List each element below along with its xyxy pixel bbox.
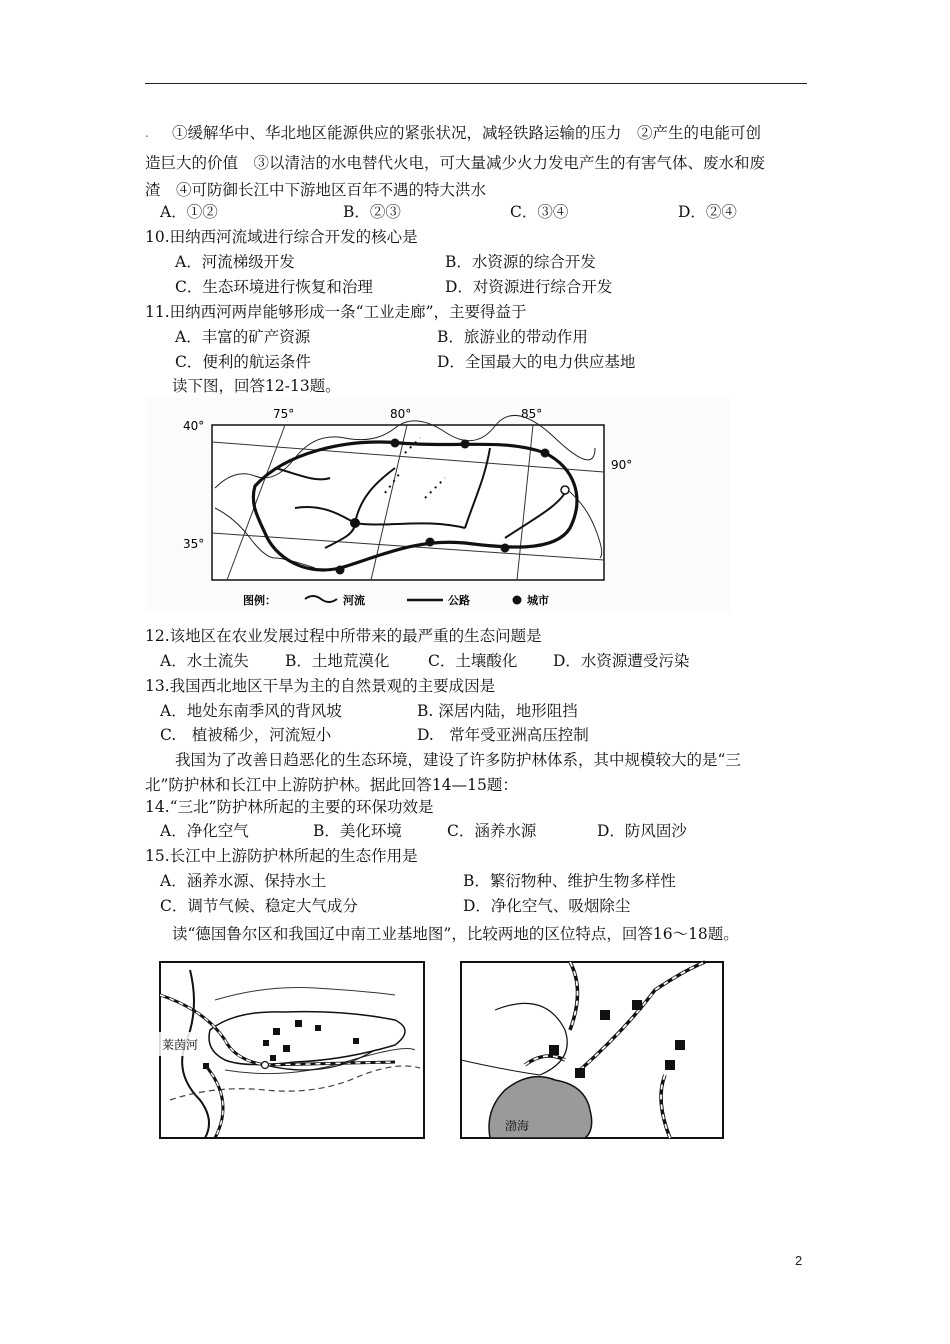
lon-label-90: 90° xyxy=(611,458,633,472)
header-rule xyxy=(145,83,807,84)
q9-statement-line-1: ①缓解华中、华北地区能源供应的紧张状况，减轻铁路运输的压力 ②产生的电能可创 xyxy=(172,124,762,142)
q11-option-b: B．旅游业的带动作用 xyxy=(437,328,588,346)
ruhr-liaozhongnan-map xyxy=(145,950,767,1148)
q9-statement-line-3: 渣 ④可防御长江中下游地区百年不遇的特大洪水 xyxy=(145,181,487,199)
ruhr-panel xyxy=(160,962,424,1138)
intro-14-15-line-1: 我国为了改善日趋恶化的生态环境，建设了许多防护林体系，其中规模较大的是“三 xyxy=(175,751,741,769)
legend-city-symbol xyxy=(513,596,522,605)
q13-option-b: B. 深居内陆，地形阻挡 xyxy=(417,702,578,720)
legend-title: 图例： xyxy=(243,594,276,607)
q12-option-a: A．水土流失 xyxy=(160,652,249,670)
margin-mark: . xyxy=(145,126,149,140)
q15-option-a: A．涵养水源、保持水土 xyxy=(160,872,327,890)
q10-option-c: C．生态环境进行恢复和治理 xyxy=(175,278,373,296)
lon-label-85: 85° xyxy=(521,407,543,421)
q10-stem: 10.田纳西河流域进行综合开发的核心是 xyxy=(145,228,418,246)
q14-stem: 14.“三北”防护林所起的主要的环保功效是 xyxy=(145,798,434,816)
read-12-13-instruction: 读下图，回答12-13题。 xyxy=(172,377,341,395)
q15-option-d: D．净化空气、吸烟除尘 xyxy=(463,897,631,915)
q13-option-c: C. 植被稀少，河流短小 xyxy=(160,726,332,744)
q11-option-c: C．便利的航运条件 xyxy=(175,353,311,371)
rhine-label: 莱茵河 xyxy=(162,1038,199,1052)
lat-label-35: 35° xyxy=(183,537,205,551)
q12-option-b: B．土地荒漠化 xyxy=(285,652,390,670)
intro-14-15-line-2: 北”防护林和长江中上游防护林。据此回答14—15题： xyxy=(145,776,518,794)
legend-road-label: 公路 xyxy=(448,594,470,607)
lon-label-80: 80° xyxy=(390,407,412,421)
q9-option-b: B．②③ xyxy=(343,203,401,221)
q9-option-d: D．②④ xyxy=(678,203,737,221)
bohai-label: 渤海 xyxy=(505,1119,530,1133)
q15-option-b: B．繁衍物种、维护生物多样性 xyxy=(463,872,676,890)
q10-option-d: D．对资源进行综合开发 xyxy=(445,278,613,296)
q15-stem: 15.长江中上游防护林所起的生态作用是 xyxy=(145,847,418,865)
q14-option-d: D．防风固沙 xyxy=(597,822,687,840)
q11-stem: 11.田纳西河两岸能够形成一条“工业走廊”，主要得益于 xyxy=(145,303,527,321)
q13-option-d: D. 常年受亚洲高压控制 xyxy=(417,726,589,744)
page-number: 2 xyxy=(795,1253,803,1268)
q12-stem: 12.该地区在农业发展过程中所带来的最严重的生态问题是 xyxy=(145,627,542,645)
read-16-18-instruction: 读“德国鲁尔区和我国辽中南工业基地图”，比较两地的区位特点，回答16～18题。 xyxy=(172,925,739,943)
q14-option-a: A．净化空气 xyxy=(160,822,249,840)
q13-stem: 13.我国西北地区干旱为主的自然景观的主要成因是 xyxy=(145,677,496,695)
q9-statement-line-2: 造巨大的价值 ③以清洁的水电替代火电，可大量减少火力发电产生的有害气体、废水和废 xyxy=(145,154,766,172)
lon-label-75: 75° xyxy=(273,407,295,421)
q14-option-c: C．涵养水源 xyxy=(447,822,537,840)
q9-option-c: C．③④ xyxy=(510,203,569,221)
q12-option-d: D．水资源遭受污染 xyxy=(553,652,690,670)
q14-option-b: B．美化环境 xyxy=(313,822,402,840)
q11-option-a: A．丰富的矿产资源 xyxy=(175,328,311,346)
q11-option-d: D．全国最大的电力供应基地 xyxy=(437,353,636,371)
q10-option-b: B．水资源的综合开发 xyxy=(445,253,596,271)
q15-option-c: C．调节气候、稳定大气成分 xyxy=(160,897,358,915)
q9-option-a: A．①② xyxy=(160,203,218,221)
q12-option-c: C．土壤酸化 xyxy=(428,652,518,670)
legend-city-label: 城市 xyxy=(527,594,549,607)
tarim-basin-map xyxy=(145,398,730,612)
q13-option-a: A．地处东南季风的背风坡 xyxy=(160,702,342,720)
legend-river-label: 河流 xyxy=(343,594,365,607)
lat-label-40: 40° xyxy=(183,419,205,433)
q10-option-a: A．河流梯级开发 xyxy=(175,253,295,271)
